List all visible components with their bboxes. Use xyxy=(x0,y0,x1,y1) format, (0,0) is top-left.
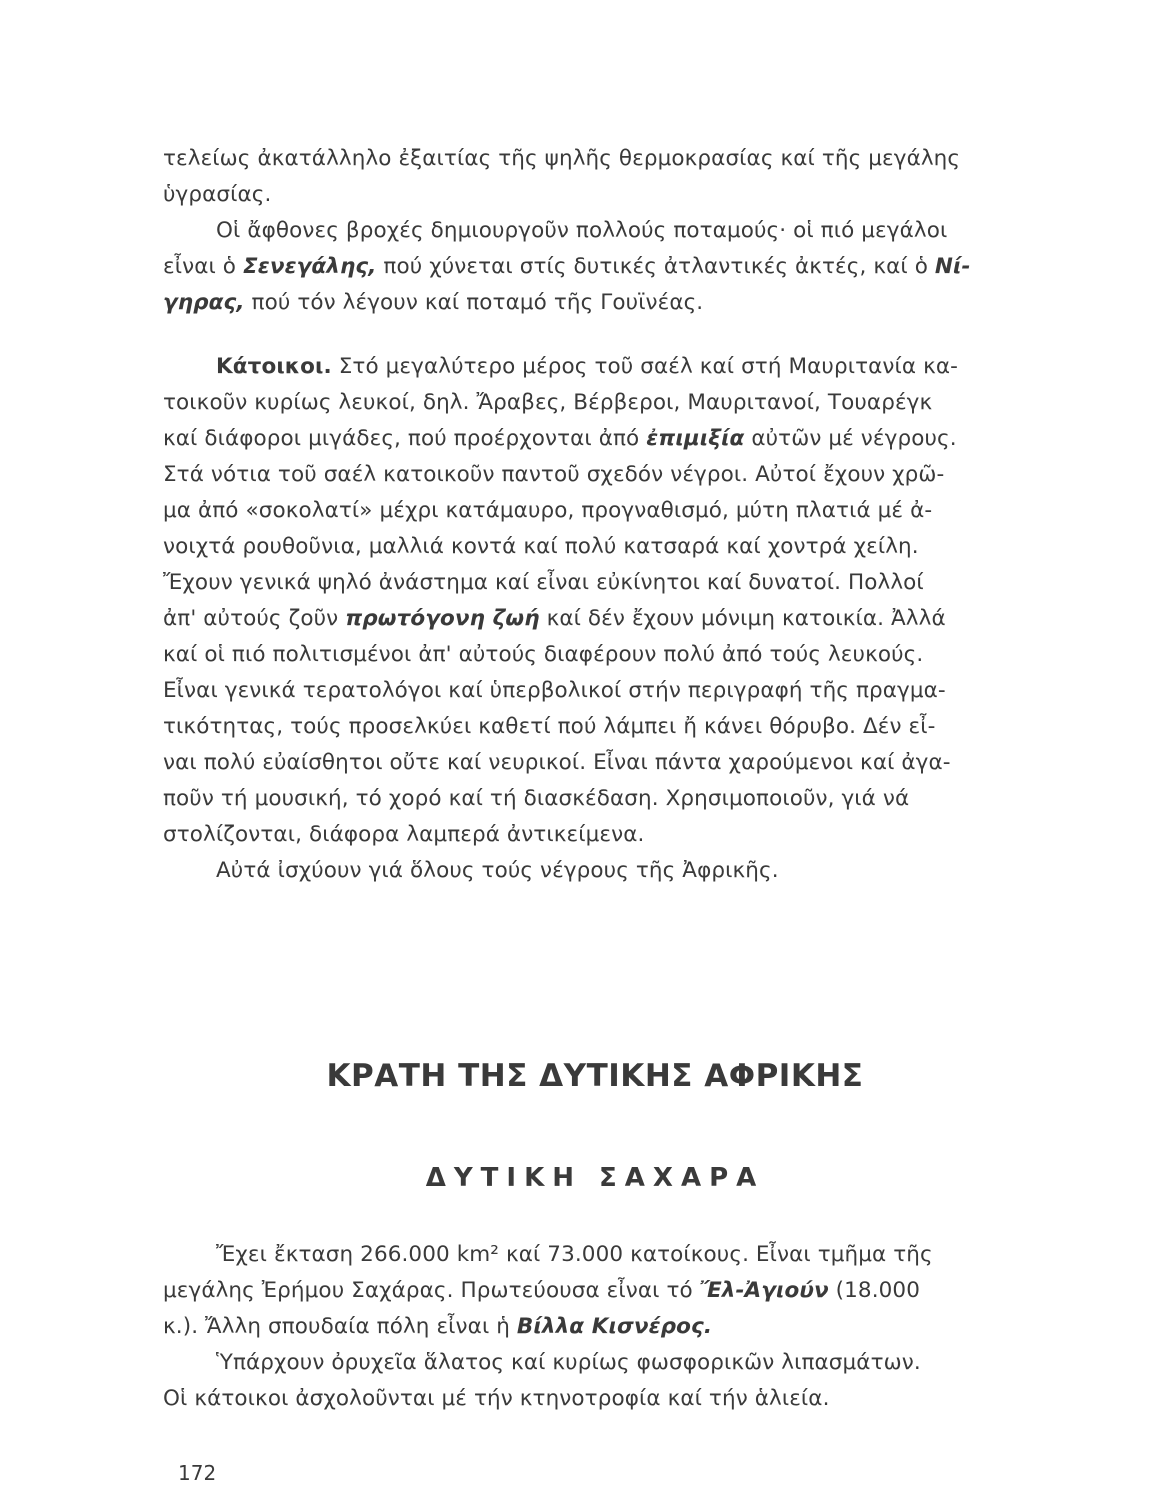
text-line: μα ἀπό «σοκολατί» μέχρι κατάμαυρο, προγναθισμό, μύτη πλατιά μέ ἀ- xyxy=(163,498,933,523)
text-line: Ὑπάρχουν ὀρυχεῖα ἅλατος καί κυρίως φωσφορικῶν λιπασμάτων. xyxy=(216,1350,921,1375)
text-span: (18.000 xyxy=(828,1278,920,1303)
text-line: νοιχτά ρουθοῦνια, μαλλιά κοντά καί πολύ κατσαρά καί χοντρά χείλη. xyxy=(163,534,919,559)
page-number: 172 xyxy=(178,1461,217,1485)
text-span: Στό μεγαλύτερο μέρος τοῦ σαέλ καί στή Μαυριτανία κα- xyxy=(331,354,958,379)
text-line xyxy=(163,1276,920,1306)
text-line xyxy=(163,604,946,634)
text-line: στολίζονται, διάφορα λαμπερά ἀντικείμενα. xyxy=(163,822,645,847)
text-line: Εἶναι γενικά τερατολόγοι καί ὑπερβολικοί στήν περιγραφή τῆς πραγμα- xyxy=(163,678,946,703)
text-line xyxy=(163,252,971,282)
text-line: ὑγρασίας. xyxy=(163,182,272,207)
text-span: πού χύνεται στίς δυτικές ἀτλαντικές ἀκτές, καί ὁ xyxy=(376,254,935,279)
emphasis-senegal: Σενεγάλης, xyxy=(242,254,377,279)
text-span: καί δέν ἔχουν μόνιμη κατοικία. Ἀλλά xyxy=(539,606,946,631)
text-line: Ἔχουν γενικά ψηλό ἀνάστημα καί εἶναι εὐκίνητοι καί δυνατοί. Πολλοί xyxy=(163,570,924,595)
emphasis-niger-cont: γηρας, xyxy=(163,290,245,315)
section-label-inhabitants: Κάτοικοι. xyxy=(216,354,332,379)
text-line xyxy=(163,424,957,454)
section-heading: ΚΡΑΤΗ ΤΗΣ ΔΥΤΙΚΗΣ ΑΦΡΙΚΗΣ xyxy=(326,1058,864,1094)
text-line: τικότητας, τούς προσελκύει καθετί πού λάμπει ἤ κάνει θόρυβο. Δέν εἶ- xyxy=(163,714,936,739)
text-line: Στά νότια τοῦ σαέλ κατοικοῦν παντοῦ σχεδόν νέγροι. Αὐτοί ἔχουν χρῶ- xyxy=(163,462,945,487)
text-span: αὐτῶν μέ νέγρους. xyxy=(744,426,957,451)
text-span: πού τόν λέγουν καί ποταμό τῆς Γουϊνέας. xyxy=(244,290,704,315)
text-line: τελείως ἀκατάλληλο ἐξαιτίας τῆς ψηλῆς θερμοκρασίας καί τῆς μεγάλης xyxy=(163,146,961,171)
text-line xyxy=(163,288,703,318)
text-line xyxy=(216,352,958,382)
emphasis-villa-cisneros: Βίλλα Κισνέρος. xyxy=(516,1314,713,1339)
text-span: καί διάφοροι μιγάδες, πού προέρχονται ἀπό xyxy=(163,426,647,451)
text-line: Οἱ ἄφθονες βροχές δημιουργοῦν πολλούς ποταμούς· οἱ πιό μεγάλοι xyxy=(216,218,948,243)
text-line xyxy=(163,1312,712,1342)
text-span: ἀπ' αὐτούς ζοῦν xyxy=(163,606,346,631)
emphasis-niger: Νί- xyxy=(934,254,971,279)
emphasis-primitive-life: πρωτόγονη ζωή xyxy=(345,606,540,631)
text-line: Ἔχει ἔκταση 266.000 km² καί 73.000 κατοίκους. Εἶναι τμῆμα τῆς xyxy=(216,1242,933,1267)
text-line: καί οἱ πιό πολιτισμένοι ἀπ' αὐτούς διαφέρουν πολύ ἀπό τούς λευκούς. xyxy=(163,642,924,667)
emphasis-el-aaiun: Ἔλ-Ἀγιούν xyxy=(699,1278,829,1303)
text-line: ποῦν τή μουσική, τό χορό καί τή διασκέδαση. Χρησιμοποιοῦν, γιά νά xyxy=(163,786,910,811)
text-line: Αὐτά ἰσχύουν γιά ὅλους τούς νέγρους τῆς Ἀφρικῆς. xyxy=(216,858,779,883)
text-span: κ.). Ἄλλη σπουδαία πόλη εἶναι ἡ xyxy=(163,1314,517,1339)
subsection-heading: ΔΥΤΙΚΗ ΣΑΧΑΡΑ xyxy=(425,1163,765,1193)
text-line: τοικοῦν κυρίως λευκοί, δηλ. Ἄραβες, Βέρβεροι, Μαυριτανοί, Τουαρέγκ xyxy=(163,390,933,415)
text-line: Οἱ κάτοικοι ἀσχολοῦνται μέ τήν κτηνοτροφία καί τήν ἁλιεία. xyxy=(163,1386,830,1411)
text-span: μεγάλης Ἐρήμου Σαχάρας. Πρωτεύουσα εἶναι τό xyxy=(163,1278,700,1303)
emphasis-mixing: ἐπιμιξία xyxy=(646,426,745,451)
text-span: εἶναι ὁ xyxy=(163,254,243,279)
text-line: ναι πολύ εὐαίσθητοι οὔτε καί νευρικοί. Εἶναι πάντα χαρούμενοι καί ἀγα- xyxy=(163,750,951,775)
